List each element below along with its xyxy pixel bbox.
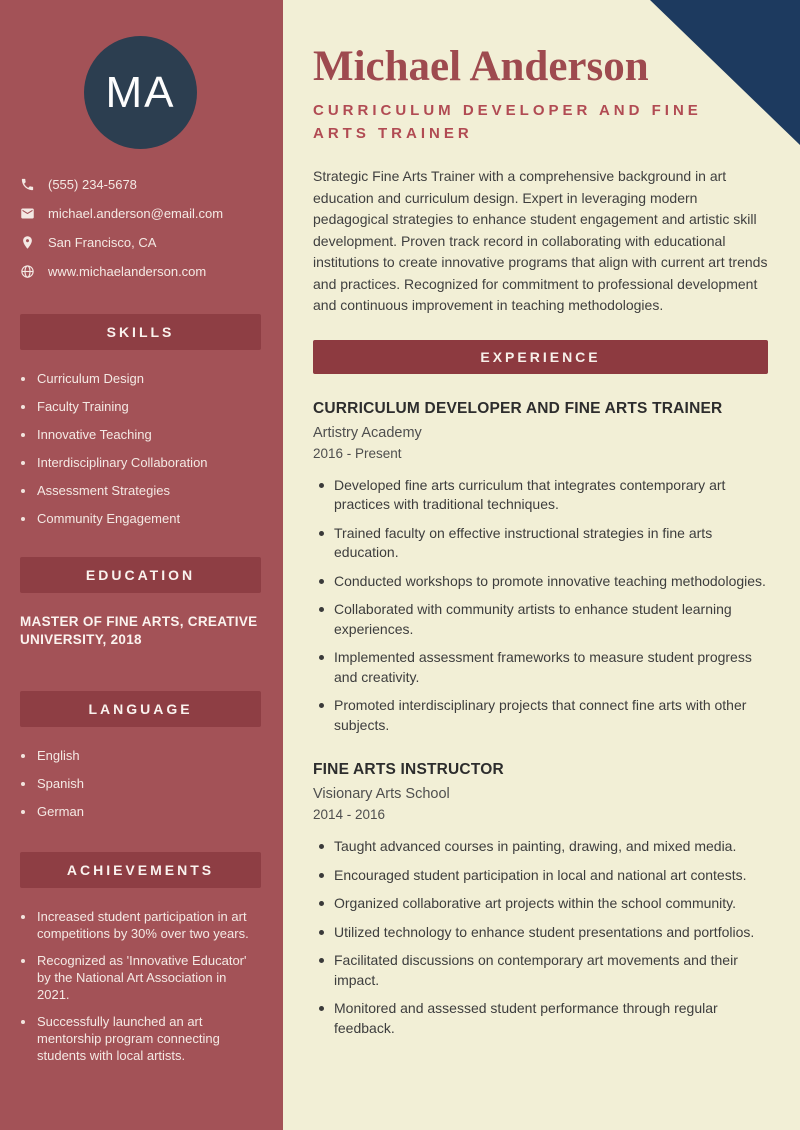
corner-triangle-decoration	[650, 0, 800, 145]
achievement-item: Successfully launched an art mentorship program connecting students with local artists.	[20, 1013, 261, 1064]
job-company: Artistry Academy	[313, 424, 422, 441]
contact-email[interactable]	[20, 206, 261, 221]
profile-job-title: CURRICULUM DEVELOPER AND FINE ARTS TRAINER	[313, 102, 702, 143]
sidebar	[0, 0, 283, 1130]
experience-bullet: Encouraged student participation in local and national art contests.	[313, 866, 768, 886]
experience-bullet: Taught advanced courses in painting, drawing, and mixed media.	[313, 837, 768, 857]
experience-bullet: Developed fine arts curriculum that integrates contemporary art practices with traditional techniques.	[313, 476, 768, 515]
experience-entry	[313, 400, 768, 736]
language-item: English	[20, 747, 261, 764]
skills-section-header: SKILLS	[20, 314, 261, 350]
experience-bullet: Collaborated with community artists to enhance student learning experiences.	[313, 600, 768, 639]
experience-bullet: Promoted interdisciplinary projects that connect fine arts with other subjects.	[313, 696, 768, 735]
education-section-header: EDUCATION	[20, 557, 261, 593]
skill-item: Community Engagement	[20, 510, 261, 527]
language-section-header: LANGUAGE	[20, 691, 261, 727]
experience-section-header: EXPERIENCE	[313, 340, 768, 374]
contact-phone	[20, 177, 261, 192]
job-dates: 2014 - 2016	[313, 807, 386, 823]
job-title: CURRICULUM DEVELOPER AND FINE ARTS TRAINER	[313, 399, 723, 417]
skill-item: Faculty Training	[20, 398, 261, 415]
education-degree: MASTER OF FINE ARTS, CREATIVE UNIVERSITY, 2018	[20, 614, 258, 647]
job-company: Visionary Arts School	[313, 786, 450, 803]
summary-paragraph: Strategic Fine Arts Trainer with a comprehensive background in art education and curriculum design. Expert in leveraging modern pedagogical strategies to enhance student engagement and artistic skill development. Proven track record in collaborating with educational institutions to create innovative programs that align with current art trends and practices. Recognized for commitment to professional development and continuous improvement in teaching methodologies.	[313, 168, 768, 314]
experience-bullet: Utilized technology to enhance student presentations and portfolios.	[313, 923, 768, 943]
experience-bullet: Trained faculty on effective instructional strategies in fine arts education.	[313, 524, 768, 563]
language-item: Spanish	[20, 775, 261, 792]
language-item: German	[20, 803, 261, 820]
achievement-item: Increased student participation in art competitions by 30% over two years.	[20, 908, 261, 942]
main-content	[283, 0, 800, 1130]
skill-item: Curriculum Design	[20, 370, 261, 387]
job-dates: 2016 - Present	[313, 445, 402, 461]
job-title: FINE ARTS INSTRUCTOR	[313, 761, 504, 779]
phone-icon	[20, 177, 35, 192]
avatar-initials: MA	[105, 67, 176, 117]
experience-bullet: Conducted workshops to promote innovative teaching methodologies.	[313, 572, 768, 592]
page-title: Michael Anderson	[313, 43, 649, 90]
globe-icon	[20, 264, 35, 279]
email-icon	[20, 206, 35, 221]
skill-item: Innovative Teaching	[20, 426, 261, 443]
contact-website[interactable]	[20, 264, 261, 279]
achievements-list	[20, 908, 261, 1064]
experience-entry	[313, 761, 768, 1038]
skills-list	[20, 370, 261, 527]
experience-bullet: Organized collaborative art projects within the school community.	[313, 894, 768, 914]
skill-item: Interdisciplinary Collaboration	[20, 454, 261, 471]
contact-section	[20, 177, 261, 279]
website-text[interactable]: www.michaelanderson.com	[48, 264, 207, 279]
phone-text: (555) 234-5678	[48, 177, 137, 192]
location-text: San Francisco, CA	[48, 235, 157, 250]
language-list	[20, 747, 261, 820]
avatar	[84, 36, 197, 149]
experience-bullet: Monitored and assessed student performance through regular feedback.	[313, 999, 768, 1038]
contact-location	[20, 235, 261, 250]
achievement-item: Recognized as 'Innovative Educator' by the National Art Association in 2021.	[20, 952, 261, 1003]
job-bullet-list	[313, 837, 768, 1038]
experience-bullet: Facilitated discussions on contemporary art movements and their impact.	[313, 951, 768, 990]
experience-bullet: Implemented assessment frameworks to measure student progress and creativity.	[313, 648, 768, 687]
achievements-section-header: ACHIEVEMENTS	[20, 852, 261, 888]
email-text[interactable]: michael.anderson@email.com	[48, 206, 224, 221]
location-pin-icon	[20, 235, 35, 250]
job-bullet-list	[313, 476, 768, 736]
skill-item: Assessment Strategies	[20, 482, 261, 499]
